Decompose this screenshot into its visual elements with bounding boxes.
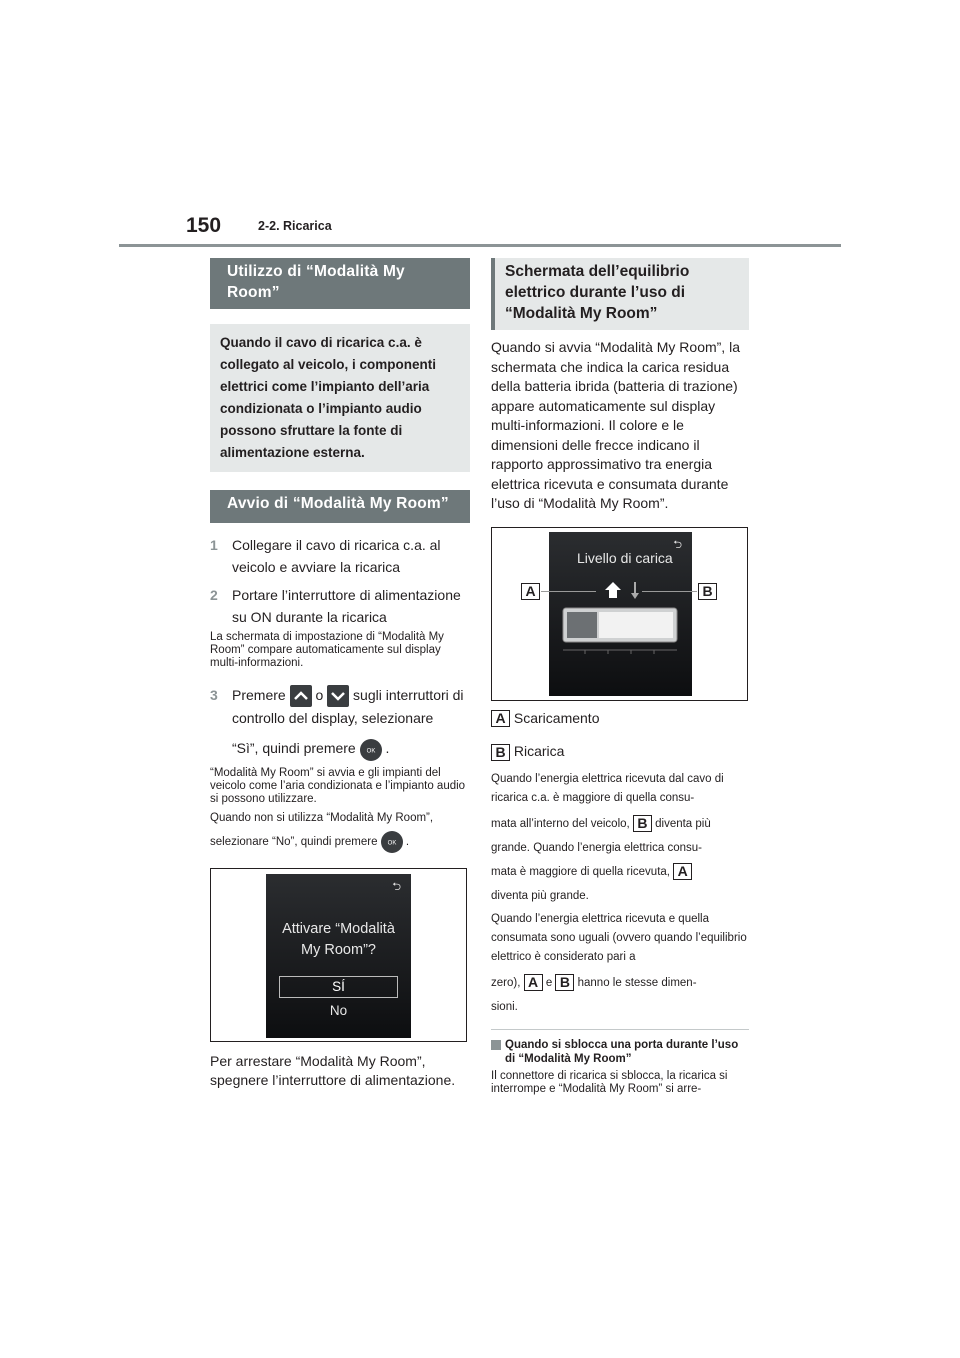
para-text: hanno le stesse dimen- [577,976,697,989]
heading-utilizzo: Utilizzo di “Modalità My Room” [210,258,470,309]
tag-a: A [673,863,692,880]
callout-tag-b: B [698,583,717,600]
screen-question [266,919,411,961]
note-setting-screen: La schermata di impostazione di “Modalità My Room” compare automaticamente sul display multi-informazioni. [210,631,444,669]
step-number: 3 [210,687,218,703]
note-my-room-start: “Modalità My Room” si avvia e gli impianti del veicolo come l’aria condizionata e l’impianto audio si possono utilizzare. [210,766,466,805]
tag-a: A [491,710,510,727]
step-number: 2 [210,587,218,603]
tag-b: B [633,815,652,832]
step-text: Collegare il cavo di ricarica c.a. al veicolo e avviare la ricarica [232,537,441,575]
step-text: . [385,740,390,757]
step-text: sugli interruttori di controllo del display, selezionare [232,687,464,727]
back-icon: ⮌ [392,880,401,893]
tag-a: A [524,974,543,991]
section-title: 2-2. Ricarica [258,219,332,233]
display-screen [266,874,411,1038]
para-text: e [545,976,553,989]
intro-paragraph: Quando si avvia “Modalità My Room”, la schermata che indica la carica residua della batteria ibrida (batteria di trazione) appare automaticamente sul display multi-informazioni. Il colore e le dimensioni delle frecce indicano il rapporto approssimativo tra energia elettrica ricevuta e consumata durante l’uso di “Modalità My Room”. [491,339,740,511]
arrow-up-button-icon [290,685,312,707]
para-text: mata all’interno del veicolo, [491,817,630,830]
sub-text: Il connettore di ricarica si sblocca, la ricarica si interrompe e “Modalità My Room” si arre- [491,1069,728,1095]
legend-b [491,742,749,762]
para-text: Quando l’energia elettrica ricevuta dal cavo di ricarica c.a. è maggiore di quella consu- [491,772,724,804]
note-text: . [405,835,410,848]
divider [491,1029,749,1030]
para-text: sioni. [491,1000,518,1013]
step-number: 1 [210,537,218,553]
tag-b: B [555,974,574,991]
heading-avvio: Avvio di “Modalità My Room” [210,490,470,523]
back-icon: ⮌ [673,538,682,551]
intro-box: Quando il cavo di ricarica c.a. è collegato al veicolo, i componenti elettrici come l’impianto dell’aria condizionata o l’impianto audio possono sfruttare la fonte di alimentazione esterna. [210,324,470,472]
figure-activate-screen [210,868,467,1042]
callout-line-a [541,591,596,592]
legend-text: Ricarica [513,743,565,759]
page-number: 150 [186,214,222,237]
sub-heading-door-unlock: Quando si sblocca una porta durante l’uso di “Modalità My Room” [491,1038,749,1066]
step-text: “Sì”, quindi premere [232,740,356,757]
step-3 [210,684,470,761]
para-text: Quando l’energia elettrica ricevuta e quella consumata sono uguali (ovvero quando l’equilibrio elettrico è considerato pari a [491,912,747,963]
legend-text: Scaricamento [513,709,600,726]
header-rule [119,244,841,247]
note-text: Quando non si utilizza “Modalità My Room”, [210,811,434,824]
question-line: Attivare “Modalità [282,920,395,937]
note-text: selezionare “No”, quindi premere [210,835,378,848]
battery-gauge-icon [549,606,692,666]
step-2 [210,584,470,628]
ok-button-icon [360,739,382,761]
callout-line-b [642,591,697,592]
tag-b: B [491,744,510,761]
para-text: zero), [491,976,521,989]
display-screen [549,532,692,696]
left-column [210,258,470,1091]
heading-schermata: Schermata dell’equilibrio elettrico durante l’uso di “Modalità My Room” [491,258,749,330]
legend-a [491,709,749,729]
option-yes[interactable]: SÍ [279,976,398,998]
arrow-down-button-icon [327,685,349,707]
para-text: mata è maggiore di quella ricevuta, [491,865,670,878]
explanation-paragraph [491,770,749,1019]
step-text: Portare l’interruttore di alimentazione su ON durante la ricarica [232,587,461,625]
para-text: grande. Quando l’energia elettrica consu- [491,841,702,854]
option-no[interactable]: No [329,1002,348,1018]
step-1 [210,534,470,578]
para-text: diventa più grande. [491,889,589,902]
figure-charge-level [491,527,748,701]
note-not-using [210,806,470,854]
question-line: My Room”? [301,941,376,958]
right-column [491,258,749,1096]
step-text: Premere [232,687,286,703]
callout-tag-a: A [521,583,540,600]
ok-label: OK [387,840,397,847]
closing-text: Per arrestare “Modalità My Room”, spegnere l’interruttore di alimentazione. [210,1052,456,1089]
ok-button-icon [381,831,403,853]
para-text: diventa più [655,817,711,830]
ok-label: OK [366,748,375,755]
step-text: o [315,687,324,703]
screen-title: Livello di carica [577,549,673,566]
